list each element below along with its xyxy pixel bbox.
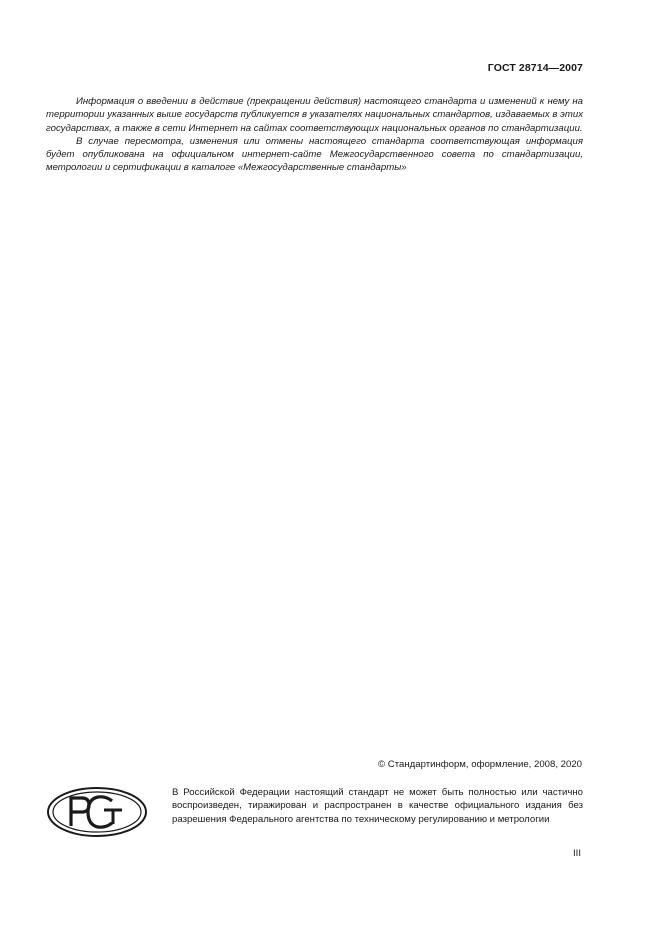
info-block — [46, 95, 583, 175]
info-paragraph-2-text: В случае пересмотра, изменения или отмены настоящего стандарта соответствующая информация будет опубликована на официальном интернет-сайте Межгосударственного совета по стандартизации, метрологии и сертификации в каталоге «Межгосударственные стандарты» — [46, 135, 583, 174]
page-number: III — [573, 848, 581, 859]
info-paragraph — [46, 135, 583, 175]
legal-notice: В Российской Федерации настоящий стандарт не может быть полностью или частично воспроизведен, тиражирован и распространен в качестве официального издания без разрешения Федерального агентства по техническому регулированию и метрологии — [172, 787, 583, 825]
info-paragraph — [46, 95, 583, 135]
document-code: ГОСТ 28714—2007 — [487, 62, 583, 74]
copyright-line: © Стандартинформ, оформление, 2008, 2020 — [378, 759, 582, 770]
info-paragraph-1-text: Информация о введении в действие (прекращении действия) настоящего стандарта и изменений к нему на территории указанных выше государств публикуется в указателях национальных стандартов, издаваемых в этих государствах, а также в сети Интернет на сайтах соответствующих национальных органов по стандартизации. — [46, 96, 583, 134]
rst-certification-mark-icon — [46, 786, 148, 838]
